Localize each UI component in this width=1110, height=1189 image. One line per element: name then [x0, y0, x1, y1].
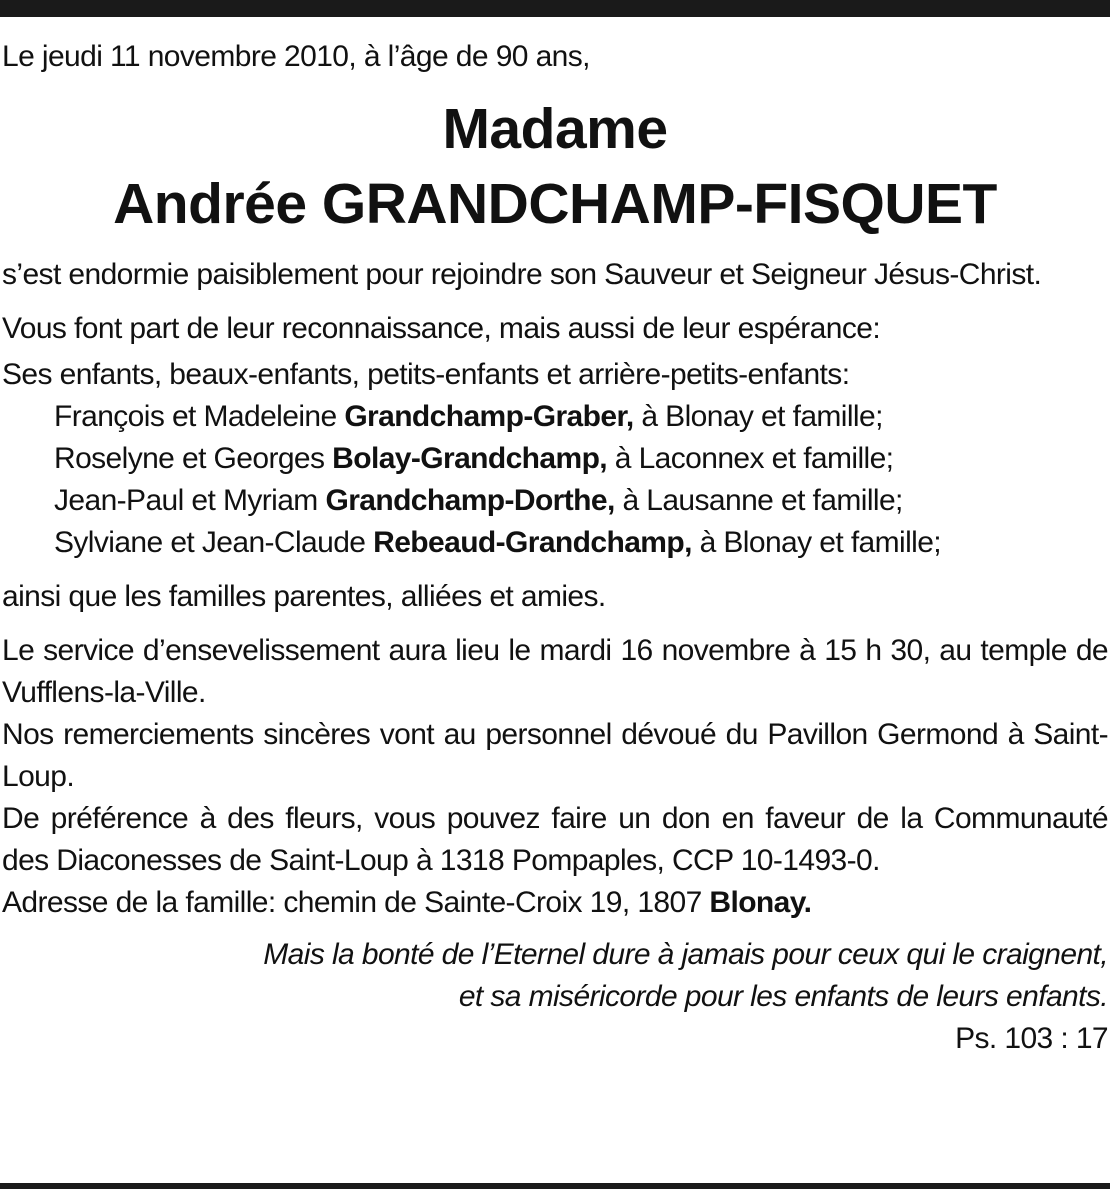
family-entry: [2, 522, 1108, 564]
relatives-text: ainsi que les familles parentes, alliées et amies.: [2, 580, 606, 613]
family-place: à Blonay et famille;: [641, 400, 883, 433]
thanks-text: Nos remerciements sincères vont au personnel dévoué du Pavillon Germond à Saint-Loup.: [2, 718, 1108, 793]
bible-verse: [2, 934, 1108, 1018]
deceased-name-block: [2, 92, 1108, 242]
family-place: à Blonay et famille;: [699, 526, 942, 559]
family-given-names: Roselyne et Georges: [54, 442, 325, 475]
family-place: à Laconnex et famille;: [614, 442, 894, 475]
address-city: Blonay.: [709, 886, 812, 919]
passing-text: s’est endormie paisiblement pour rejoindre son Sauveur et Seigneur Jésus-Christ.: [2, 258, 1042, 291]
top-rule: [0, 0, 1110, 17]
service-text: Le service d’ensevelissement aura lieu le mardi 16 novembre à 15 h 30, au temple de Vufflens-la-Ville.: [2, 634, 1108, 709]
verse-reference: Ps. 103 : 17: [955, 1022, 1108, 1055]
family-surname: Bolay-Grandchamp,: [332, 442, 608, 475]
family-surname: Grandchamp-Dorthe,: [325, 484, 615, 517]
family-surname: Rebeaud-Grandchamp,: [373, 526, 692, 559]
donation-text: De préférence à des fleurs, vous pouvez faire un don en faveur de la Communauté des Diaconesses de Saint-Loup à 1318 Pompaples, CCP 10-1493-0.: [2, 802, 1108, 877]
family-list: [2, 396, 1108, 564]
family-entry: [2, 438, 1108, 480]
deceased-honorific: Madame: [442, 97, 668, 161]
family-entry: [2, 480, 1108, 522]
family-entry: [2, 396, 1108, 438]
family-address: [2, 882, 1108, 924]
verse-line-1: Mais la bonté de l’Eternel dure à jamais pour ceux qui le craignent,: [263, 938, 1108, 971]
deceased-full-name: Andrée GRANDCHAMP-FISQUET: [113, 172, 997, 236]
family-intro: Ses enfants, beaux-enfants, petits-enfants et arrière-petits-enfants:: [2, 358, 850, 391]
family-surname: Grandchamp-Graber,: [344, 400, 634, 433]
family-place: à Lausanne et famille;: [622, 484, 903, 517]
family-given-names: François et Madeleine: [54, 400, 337, 433]
family-given-names: Sylviane et Jean-Claude: [54, 526, 366, 559]
family-given-names: Jean-Paul et Myriam: [54, 484, 318, 517]
obituary-notice: [2, 36, 1108, 1060]
intro-line: Le jeudi 11 novembre 2010, à l’âge de 90 ans,: [2, 40, 590, 73]
announcement-text: Vous font part de leur reconnaissance, mais aussi de leur espérance:: [2, 312, 881, 345]
bottom-rule: [0, 1183, 1110, 1189]
verse-line-2: et sa miséricorde pour les enfants de leurs enfants.: [458, 980, 1108, 1013]
address-text: Adresse de la famille: chemin de Sainte-Croix 19, 1807: [2, 886, 702, 919]
